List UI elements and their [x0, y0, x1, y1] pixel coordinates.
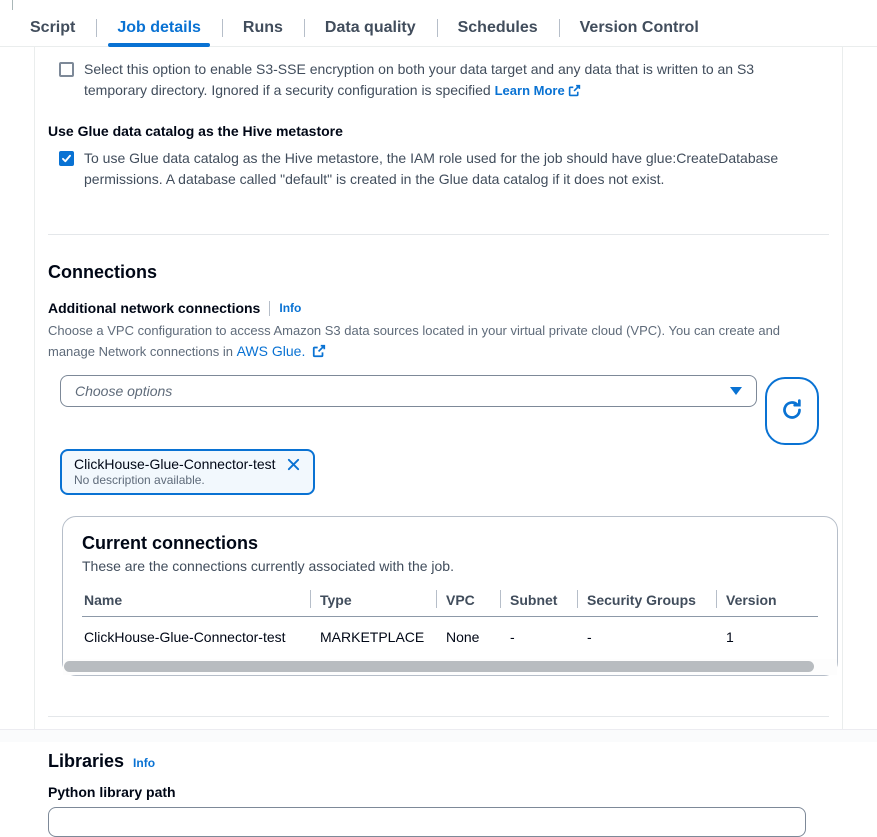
- table-row: [82, 617, 818, 658]
- cell-name: ClickHouse-Glue-Connector-test: [84, 629, 286, 645]
- s3-sse-encryption-description: Select this option to enable S3-SSE encryption on both your data target and any data that is written to an S3 temporary directory. Ignored if a security configuration is specified: [84, 61, 755, 98]
- additional-network-connections-label: Additional network connections: [48, 300, 261, 316]
- connections-select-row: [60, 375, 829, 445]
- tab-version-control[interactable]: Version Control: [559, 10, 720, 46]
- s3-sse-encryption-checkbox[interactable]: [59, 62, 74, 77]
- horizontal-scrollbar-track: [63, 659, 837, 675]
- column-header-version[interactable]: Version: [724, 586, 818, 617]
- chevron-down-icon: [730, 387, 742, 395]
- connection-token: [60, 449, 315, 495]
- check-icon: [61, 153, 72, 164]
- table-header-row: [82, 586, 818, 617]
- side-panel-edge: [12, 0, 13, 10]
- connections-description: [48, 321, 806, 364]
- hive-metastore-label: Use Glue data catalog as the Hive metastore: [48, 123, 343, 139]
- tab-job-details[interactable]: Job details: [96, 10, 222, 46]
- label-divider: [269, 301, 270, 316]
- column-header-vpc[interactable]: VPC: [444, 586, 508, 617]
- current-connections-table: [82, 586, 818, 657]
- current-connections-card: [62, 516, 838, 676]
- tab-schedules[interactable]: Schedules: [437, 10, 559, 46]
- job-details-panel: [34, 47, 843, 800]
- cell-version: 1: [726, 629, 734, 645]
- dismiss-token-button[interactable]: [286, 457, 301, 472]
- refresh-icon: [780, 398, 804, 425]
- section-divider: [48, 234, 829, 235]
- column-header-name[interactable]: Name: [82, 586, 318, 617]
- connections-select-placeholder: Choose options: [75, 383, 173, 399]
- cell-vpc: None: [446, 629, 480, 645]
- python-library-path-input[interactable]: [48, 807, 806, 837]
- connection-token-description: No description available.: [74, 473, 205, 487]
- current-connections-title: Current connections: [82, 533, 259, 553]
- external-link-icon: [312, 344, 326, 364]
- close-icon: [286, 457, 301, 472]
- connection-token-header: [74, 456, 301, 472]
- column-header-subnet[interactable]: Subnet: [508, 586, 585, 617]
- connection-token-label: ClickHouse-Glue-Connector-test: [74, 456, 276, 472]
- current-connections-description: These are the connections currently associated with the job.: [82, 558, 454, 574]
- connections-info-link[interactable]: Info: [279, 301, 302, 315]
- connections-select[interactable]: [60, 375, 757, 407]
- external-link-icon: [568, 82, 581, 103]
- learn-more-link[interactable]: [495, 83, 581, 98]
- cell-subnet: -: [510, 629, 515, 645]
- column-header-type[interactable]: Type: [318, 586, 444, 617]
- column-header-security-groups[interactable]: Security Groups: [585, 586, 724, 617]
- tab-script[interactable]: Script: [30, 19, 76, 36]
- libraries-heading-row: [48, 751, 829, 772]
- top-strip: [0, 0, 877, 10]
- hive-metastore-option: [59, 148, 829, 190]
- hive-metastore-text: To use Glue data catalog as the Hive metastore, the IAM role used for the job should have glue:CreateDatabase permissions. A database called "default" is created in the Glue data catalog if it does not exist.: [84, 150, 779, 187]
- libraries-heading: Libraries: [48, 751, 125, 771]
- tab-data-quality[interactable]: Data quality: [304, 10, 437, 46]
- python-library-path-label: Python library path: [48, 784, 176, 800]
- s3-sse-encryption-text: [84, 59, 810, 103]
- section-divider: [48, 716, 829, 717]
- bottom-strip: [0, 729, 877, 742]
- hive-metastore-checkbox[interactable]: [59, 151, 74, 166]
- connections-description-text: Choose a VPC configuration to access Amazon S3 data sources located in your virtual private cloud (VPC). You can create and manage Network connections in: [48, 323, 781, 359]
- additional-network-connections-row: [48, 300, 829, 316]
- connections-heading: Connections: [48, 262, 158, 282]
- libraries-info-link[interactable]: Info: [133, 756, 156, 770]
- tab-runs[interactable]: Runs: [222, 10, 304, 46]
- aws-glue-link[interactable]: AWS Glue.: [236, 343, 306, 359]
- refresh-connections-button[interactable]: [765, 377, 819, 445]
- tab-bar: [0, 10, 877, 47]
- cell-security-groups: -: [587, 629, 592, 645]
- cell-type: MARKETPLACE: [320, 629, 425, 645]
- s3-sse-encryption-option: [59, 59, 829, 103]
- horizontal-scrollbar-thumb[interactable]: [64, 661, 814, 672]
- learn-more-label: Learn More: [494, 83, 565, 98]
